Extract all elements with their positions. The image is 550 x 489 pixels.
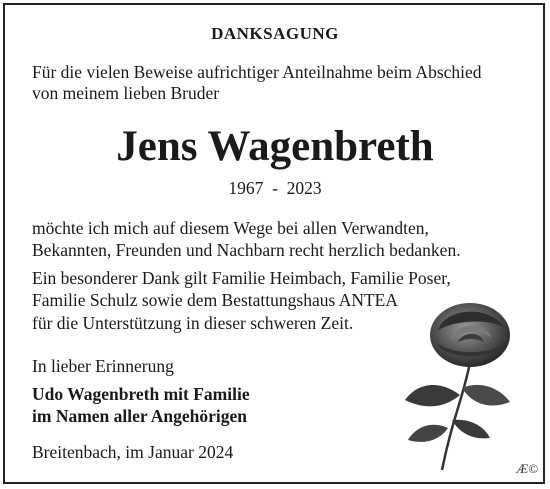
- thanks-line-5: für die Unterstützung in dieser schweren Zeit.: [32, 313, 354, 333]
- signature-line-1: Udo Wagenbreth mit Familie: [32, 384, 250, 404]
- thanks-line-1: möchte ich mich auf diesem Wege bei allen Verwandten,: [32, 218, 429, 238]
- signature-line-2: im Namen aller Angehörigen: [32, 406, 248, 426]
- memory-line: In lieber Erinnerung: [32, 356, 174, 376]
- rose-icon: [400, 300, 525, 475]
- life-years-text: 1967 - 2023: [228, 178, 322, 198]
- deceased-name: Jens Wagenbreth: [116, 123, 434, 170]
- life-years: [0, 178, 550, 199]
- place-date: Breitenbach, im Januar 2024: [32, 442, 234, 462]
- copyright-mark: Æ©: [516, 461, 538, 476]
- thanks-line-3: Ein besonderer Dank gilt Familie Heimbach, Familie Poser,: [32, 268, 451, 288]
- intro-line-1: Für die vielen Beweise aufrichtiger Anteilnahme beim Abschied: [32, 62, 482, 82]
- intro-line-2: von meinem lieben Bruder: [32, 83, 220, 103]
- notice-heading: DANKSAGUNG: [211, 24, 339, 43]
- thanks-line-4: Familie Schulz sowie dem Bestattungshaus ANTEA: [32, 290, 398, 310]
- thanks-line-2: Bekannten, Freunden und Nachbarn recht herzlich bedanken.: [32, 240, 461, 260]
